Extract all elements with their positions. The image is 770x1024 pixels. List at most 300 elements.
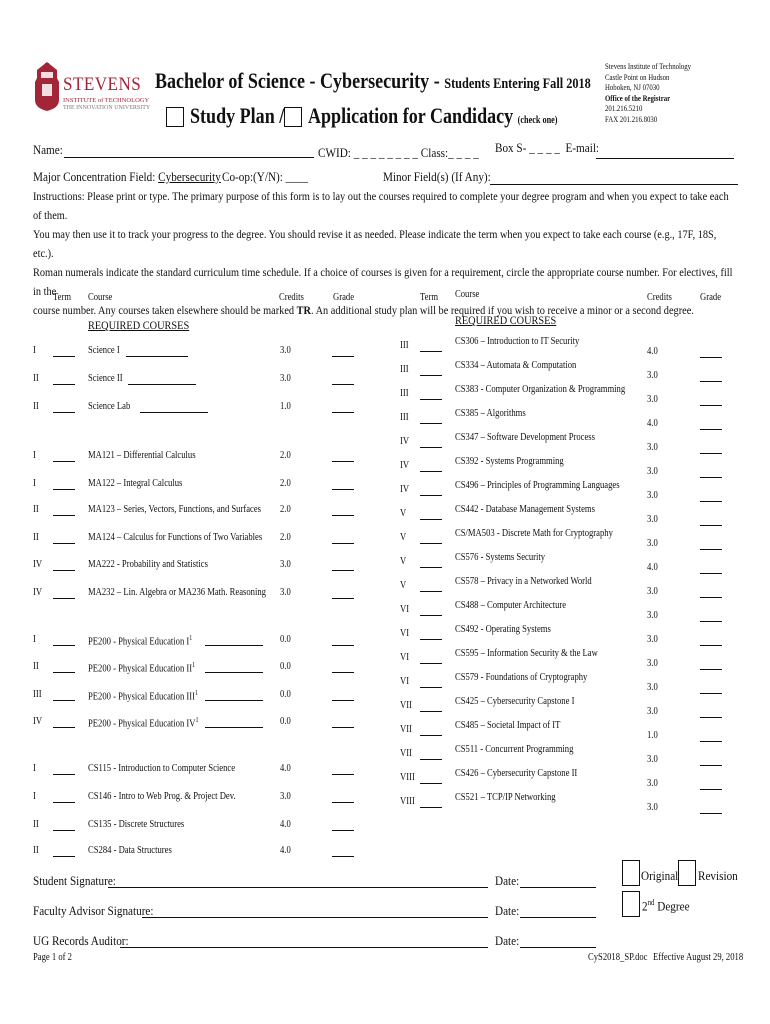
- course-label: CS426 – Cybersecurity Capstone II: [455, 768, 578, 779]
- minor-field[interactable]: [490, 184, 738, 185]
- course-name: [88, 345, 120, 356]
- term-numeral: I: [33, 478, 36, 489]
- grade-field[interactable]: [332, 727, 354, 728]
- grade-field[interactable]: [700, 693, 722, 694]
- stevens-logo: [33, 60, 151, 120]
- course-label: CS425 – Cybersecurity Capstone I: [455, 696, 575, 707]
- term-numeral: IV: [400, 484, 410, 495]
- credits-value: 3.0: [647, 586, 658, 597]
- instructions-text: . An additional study plan will be required if you wish to receive a minor or a second degree.: [310, 303, 694, 317]
- term-field[interactable]: [420, 807, 442, 808]
- course-name: [455, 432, 595, 443]
- course-label: PE200 - Physical Education III: [88, 691, 196, 703]
- term-numeral: III: [400, 340, 409, 351]
- grade-field[interactable]: [332, 515, 354, 516]
- grade-field[interactable]: [700, 741, 722, 742]
- instructions: [33, 187, 738, 320]
- right-grade-header: Grade: [700, 292, 722, 303]
- instructions-text: course number. Any courses taken elsewhere should be marked: [33, 303, 295, 317]
- term-field[interactable]: [420, 471, 442, 472]
- credits-value: 3.0: [280, 559, 291, 570]
- minor-label: Minor Field(s) (If Any):: [383, 169, 491, 184]
- grade-field[interactable]: [700, 477, 722, 478]
- grade-field[interactable]: [700, 717, 722, 718]
- course-name: [455, 720, 560, 731]
- course-name: [88, 587, 266, 598]
- address-line: Castle Point on Hudson: [605, 72, 670, 82]
- left-course-header: Course: [88, 292, 113, 303]
- course-name: [455, 792, 556, 803]
- major-label: Major Concentration Field:: [33, 169, 156, 184]
- second-degree-label: [642, 898, 690, 914]
- term-numeral: III: [400, 364, 409, 375]
- course-label: CS115 - Introduction to Computer Science: [88, 763, 236, 774]
- course-label: CS511 - Concurrent Programming: [455, 744, 574, 755]
- credits-value: 3.0: [280, 791, 291, 802]
- course-label: Science II: [88, 373, 123, 384]
- course-name: [88, 819, 184, 830]
- course-name: [88, 559, 208, 570]
- coop-field[interactable]: ____: [285, 169, 309, 184]
- credits-value: 1.0: [647, 730, 658, 741]
- credits-value: 3.0: [647, 706, 658, 717]
- grade-field[interactable]: [700, 813, 722, 814]
- course-label: Science Lab: [88, 401, 131, 412]
- advisor-signature-field[interactable]: [142, 917, 488, 918]
- course-label: MA222 - Probability and Statistics: [88, 559, 208, 570]
- credits-value: 3.0: [647, 778, 658, 789]
- footnote-marker: 1: [192, 661, 196, 669]
- term-numeral: I: [33, 791, 36, 802]
- box-label: [495, 140, 599, 156]
- course-label: PE200 - Physical Education IV: [88, 718, 196, 730]
- credits-value: 3.0: [647, 538, 658, 549]
- term-field[interactable]: [420, 639, 442, 640]
- credits-value: 3.0: [647, 658, 658, 669]
- credits-value: 3.0: [280, 587, 291, 598]
- term-field[interactable]: [53, 461, 75, 462]
- grade-field[interactable]: [700, 621, 722, 622]
- term-field[interactable]: [420, 687, 442, 688]
- address-line: Office of the Registrar: [605, 93, 671, 103]
- term-numeral: VI: [400, 652, 410, 663]
- course-label: CS496 – Principles of Programming Languages: [455, 480, 620, 491]
- credits-value: 3.0: [647, 754, 658, 765]
- term-field[interactable]: [420, 543, 442, 544]
- original-label: Original: [641, 868, 679, 883]
- term-field[interactable]: [420, 423, 442, 424]
- term-field[interactable]: [420, 567, 442, 568]
- term-field[interactable]: [420, 519, 442, 520]
- course-name: [455, 384, 625, 395]
- term-field[interactable]: [53, 543, 75, 544]
- term-numeral: IV: [33, 716, 43, 727]
- class-field[interactable]: _ _ _ _: [448, 145, 479, 160]
- cwid-text: CWID:: [318, 145, 351, 160]
- major-value: Cybersecurity: [158, 169, 221, 184]
- course-label: MA124 – Calculus for Functions of Two Variables: [88, 532, 263, 543]
- grade-field[interactable]: [700, 501, 722, 502]
- course-label: CS334 – Automata & Computation: [455, 360, 577, 371]
- course-label: Science I: [88, 345, 120, 356]
- instructions-line: You may then use it to track your progress to the degree. You should revise it as needed. Please indicate the term when you expect to take each course (e.g., 17F, 18S, etc.).: [33, 227, 717, 260]
- course-label: MA232 – Lin. Algebra or MA236 Math. Reasoning: [88, 587, 266, 598]
- logo-line2: THE INNOVATION UNIVERSITY: [63, 105, 151, 111]
- grade-field[interactable]: [332, 384, 354, 385]
- credits-value: 1.0: [280, 401, 291, 412]
- term-field[interactable]: [420, 615, 442, 616]
- credits-value: 3.0: [647, 370, 658, 381]
- course-name: [88, 373, 123, 384]
- term-numeral: II: [33, 504, 39, 515]
- term-field[interactable]: [420, 495, 442, 496]
- term-field[interactable]: [420, 375, 442, 376]
- footnote-marker: 1: [189, 634, 193, 642]
- course-label: CS442 - Database Management Systems: [455, 504, 595, 515]
- credits-value: 4.0: [280, 845, 291, 856]
- term-numeral: II: [33, 845, 39, 856]
- course-label: PE200 - Physical Education I: [88, 636, 190, 648]
- second-degree-sup: nd: [647, 898, 655, 907]
- course-label: CS579 - Foundations of Cryptography: [455, 672, 588, 683]
- course-label: CS392 - Systems Programming: [455, 456, 564, 467]
- box-text: Box S-: [495, 140, 527, 155]
- grade-field[interactable]: [332, 672, 354, 673]
- course-label: CS488 – Computer Architecture: [455, 600, 567, 611]
- course-name: [455, 504, 595, 515]
- term-numeral: I: [33, 634, 36, 645]
- application-checkbox[interactable]: [284, 107, 302, 127]
- credits-value: 4.0: [647, 418, 658, 429]
- page-title: [155, 68, 591, 94]
- term-numeral: III: [400, 388, 409, 399]
- major-line: [33, 169, 221, 185]
- grade-field[interactable]: [332, 856, 354, 857]
- course-label: CS485 – Societal Impact of IT: [455, 720, 561, 731]
- term-numeral: VII: [400, 700, 412, 711]
- term-numeral: III: [33, 689, 42, 700]
- course-name: [88, 716, 198, 729]
- elective-field[interactable]: [205, 672, 263, 673]
- grade-field[interactable]: [332, 570, 354, 571]
- right-course-header: Course: [455, 289, 480, 300]
- term-field[interactable]: [53, 856, 75, 857]
- study-plan-label: Study Plan /: [190, 103, 285, 128]
- term-numeral: V: [400, 508, 407, 519]
- term-field[interactable]: [420, 399, 442, 400]
- grade-field[interactable]: [700, 381, 722, 382]
- box-field[interactable]: _ _ _ _: [529, 140, 560, 155]
- grade-field[interactable]: [332, 543, 354, 544]
- credits-value: 3.0: [647, 466, 658, 477]
- course-name: [88, 661, 195, 674]
- grade-field[interactable]: [332, 774, 354, 775]
- course-name: [455, 600, 566, 611]
- course-name: [455, 648, 598, 659]
- term-field[interactable]: [53, 700, 75, 701]
- right-term-header: Term: [420, 292, 439, 303]
- cwid-label: [318, 145, 479, 161]
- course-label: PE200 - Physical Education II: [88, 663, 193, 675]
- right-required-heading: REQUIRED COURSES: [455, 313, 557, 327]
- footnote-marker: 1: [195, 689, 199, 697]
- term-field[interactable]: [53, 384, 75, 385]
- title-subtitle: Students Entering Fall 2018: [444, 76, 591, 92]
- advisor-date-label: Date:: [495, 903, 520, 918]
- term-numeral: I: [33, 345, 36, 356]
- application-label: [308, 103, 558, 129]
- term-field[interactable]: [53, 515, 75, 516]
- credits-value: 3.0: [647, 490, 658, 501]
- credits-value: 0.0: [280, 661, 291, 672]
- grade-field[interactable]: [332, 489, 354, 490]
- credits-value: 3.0: [647, 802, 658, 813]
- course-label: CS/MA503 - Discrete Math for Cryptography: [455, 528, 613, 539]
- elective-field[interactable]: [205, 700, 263, 701]
- elective-field[interactable]: [128, 384, 196, 385]
- email-field[interactable]: [596, 158, 734, 159]
- page-number: Page 1 of 2: [33, 952, 72, 963]
- grade-field[interactable]: [700, 789, 722, 790]
- revision-checkbox[interactable]: [678, 860, 696, 886]
- auditor-signature-field[interactable]: [120, 947, 488, 948]
- course-label: CS492 - Operating Systems: [455, 624, 551, 635]
- term-field[interactable]: [420, 663, 442, 664]
- term-field[interactable]: [53, 774, 75, 775]
- term-numeral: VI: [400, 628, 410, 639]
- term-numeral: VII: [400, 724, 412, 735]
- course-name: [88, 791, 236, 802]
- course-label: CS284 - Data Structures: [88, 845, 172, 856]
- term-field[interactable]: [420, 591, 442, 592]
- course-name: [455, 408, 526, 419]
- term-numeral: IV: [400, 460, 410, 471]
- course-name: [88, 504, 261, 515]
- credits-value: 2.0: [280, 504, 291, 515]
- term-field[interactable]: [53, 570, 75, 571]
- course-name: [88, 478, 182, 489]
- course-label: CS383 - Computer Organization & Programming: [455, 384, 626, 395]
- grade-field[interactable]: [700, 573, 722, 574]
- credits-value: 3.0: [647, 682, 658, 693]
- second-degree-num: 2: [642, 898, 648, 914]
- course-name: [88, 634, 192, 647]
- grade-field[interactable]: [700, 453, 722, 454]
- course-label: CS146 - Intro to Web Prog. & Project Dev.: [88, 791, 236, 802]
- term-field[interactable]: [53, 830, 75, 831]
- elective-field[interactable]: [126, 356, 188, 357]
- student-date-field[interactable]: [520, 887, 596, 888]
- grade-field[interactable]: [700, 765, 722, 766]
- term-numeral: II: [33, 819, 39, 830]
- address-block: [605, 62, 691, 125]
- right-credits-header: Credits: [647, 292, 672, 303]
- auditor-date-field[interactable]: [520, 947, 596, 948]
- credits-value: 4.0: [280, 763, 291, 774]
- course-label: CS347 – Software Development Process: [455, 432, 595, 443]
- course-name: [455, 336, 579, 347]
- term-field[interactable]: [420, 783, 442, 784]
- course-name: [455, 480, 620, 491]
- course-label: CS578 – Privacy in a Networked World: [455, 576, 592, 587]
- grade-field[interactable]: [700, 429, 722, 430]
- grade-field[interactable]: [332, 802, 354, 803]
- logo-line1: INSTITUTE of TECHNOLOGY: [63, 97, 150, 104]
- term-numeral: V: [400, 556, 407, 567]
- address-line: Hoboken, NJ 07030: [605, 83, 660, 92]
- term-numeral: II: [33, 532, 39, 543]
- course-name: [455, 360, 576, 371]
- credits-value: 3.0: [280, 345, 291, 356]
- file-name: CyS2018_SP.doc: [588, 952, 648, 963]
- credits-value: 0.0: [280, 689, 291, 700]
- term-numeral: VI: [400, 604, 410, 615]
- course-label: CS595 – Information Security & the Law: [455, 648, 598, 659]
- instructions-line: Instructions: Please print or type. The primary purpose of this form is to lay out the courses required to complete your degree program and when you expect to take each of them.: [33, 189, 729, 222]
- grade-field[interactable]: [700, 645, 722, 646]
- course-name: [455, 672, 587, 683]
- course-name: [455, 576, 592, 587]
- advisor-signature-label: Faculty Advisor Signature:: [33, 903, 154, 918]
- credits-value: 0.0: [280, 634, 291, 645]
- credits-value: 3.0: [647, 442, 658, 453]
- grade-field[interactable]: [332, 645, 354, 646]
- grade-field[interactable]: [700, 597, 722, 598]
- footnote-marker: 1: [195, 716, 199, 724]
- term-numeral: IV: [400, 436, 410, 447]
- credits-value: 4.0: [647, 346, 658, 357]
- course-name: [88, 845, 172, 856]
- advisor-date-field[interactable]: [520, 917, 596, 918]
- student-date-label: Date:: [495, 873, 520, 888]
- term-field[interactable]: [53, 598, 75, 599]
- logo-name: STEVENS: [63, 74, 142, 95]
- term-numeral: VIII: [400, 772, 415, 783]
- grade-field[interactable]: [700, 405, 722, 406]
- course-label: CS576 - Systems Security: [455, 552, 546, 563]
- term-field[interactable]: [53, 412, 75, 413]
- grade-field[interactable]: [332, 461, 354, 462]
- grade-field[interactable]: [332, 412, 354, 413]
- elective-field[interactable]: [205, 645, 263, 646]
- term-numeral: I: [33, 450, 36, 461]
- term-numeral: V: [400, 580, 407, 591]
- left-grade-header: Grade: [333, 292, 355, 303]
- grade-field[interactable]: [332, 598, 354, 599]
- credits-value: 3.0: [647, 394, 658, 405]
- course-name: [88, 763, 235, 774]
- study-plan-checkbox[interactable]: [166, 107, 184, 127]
- second-degree-checkbox[interactable]: [622, 891, 640, 917]
- grade-field[interactable]: [700, 525, 722, 526]
- address-line: Stevens Institute of Technology: [605, 62, 692, 71]
- credits-value: 2.0: [280, 478, 291, 489]
- term-numeral: IV: [33, 559, 43, 570]
- course-name: [455, 456, 564, 467]
- credits-value: 0.0: [280, 716, 291, 727]
- term-field[interactable]: [53, 645, 75, 646]
- term-field[interactable]: [420, 447, 442, 448]
- grade-field[interactable]: [700, 549, 722, 550]
- coop-line: [222, 169, 308, 185]
- term-numeral: VII: [400, 748, 412, 759]
- auditor-date-label: Date:: [495, 933, 520, 948]
- instructions-line: Roman numerals indicate the standard curriculum time schedule. If a choice of courses is given for a requirement, circle the appropriate course number. For electives, fill in the: [33, 265, 733, 298]
- credits-value: 2.0: [280, 450, 291, 461]
- term-field[interactable]: [53, 489, 75, 490]
- term-numeral: IV: [33, 587, 43, 598]
- course-label: CS385 – Algorithms: [455, 408, 526, 419]
- term-numeral: V: [400, 532, 407, 543]
- original-checkbox[interactable]: [622, 860, 640, 886]
- course-name: [455, 744, 573, 755]
- effective-date: Effective August 29, 2018: [653, 952, 744, 963]
- credits-value: 3.0: [647, 634, 658, 645]
- term-field[interactable]: [420, 351, 442, 352]
- elective-field[interactable]: [140, 412, 208, 413]
- name-field[interactable]: [64, 157, 314, 158]
- credits-value: 3.0: [280, 373, 291, 384]
- course-name: [455, 552, 545, 563]
- check-one-note: (check one): [517, 115, 558, 126]
- name-label: Name:: [33, 142, 63, 157]
- credits-value: 2.0: [280, 532, 291, 543]
- term-field[interactable]: [420, 735, 442, 736]
- grade-field[interactable]: [332, 356, 354, 357]
- term-numeral: II: [33, 373, 39, 384]
- credits-value: 3.0: [647, 514, 658, 525]
- student-signature-field[interactable]: [108, 887, 488, 888]
- credits-value: 4.0: [647, 562, 658, 573]
- cwid-field[interactable]: _ _ _ _ _ _ _ _: [353, 145, 419, 160]
- course-label: MA122 – Integral Calculus: [88, 478, 183, 489]
- term-numeral: VIII: [400, 796, 415, 807]
- credits-value: 4.0: [280, 819, 291, 830]
- course-name: [88, 532, 262, 543]
- left-credits-header: Credits: [279, 292, 304, 303]
- left-term-header: Term: [53, 292, 72, 303]
- grade-field[interactable]: [332, 700, 354, 701]
- course-label: CS521 – TCP/IP Networking: [455, 792, 556, 803]
- instructions-tr: TR: [296, 303, 311, 317]
- term-field[interactable]: [420, 759, 442, 760]
- grade-field[interactable]: [700, 669, 722, 670]
- second-degree-text: Degree: [657, 898, 690, 914]
- grade-field[interactable]: [332, 830, 354, 831]
- auditor-signature-label: UG Records Auditor:: [33, 933, 129, 948]
- student-signature-label: Student Signature:: [33, 873, 116, 888]
- credits-value: 3.0: [647, 610, 658, 621]
- course-label: MA121 – Differential Calculus: [88, 450, 196, 461]
- term-field[interactable]: [53, 672, 75, 673]
- course-name: [88, 450, 196, 461]
- email-text: E-mail:: [565, 140, 600, 155]
- term-numeral: III: [400, 412, 409, 423]
- course-name: [455, 696, 574, 707]
- address-line: FAX 201.216.8030: [605, 114, 658, 124]
- term-field[interactable]: [53, 802, 75, 803]
- term-numeral: II: [33, 401, 39, 412]
- term-numeral: II: [33, 661, 39, 672]
- term-field[interactable]: [53, 727, 75, 728]
- elective-field[interactable]: [205, 727, 263, 728]
- term-field[interactable]: [420, 711, 442, 712]
- term-field[interactable]: [53, 356, 75, 357]
- course-label: CS135 - Discrete Structures: [88, 819, 185, 830]
- grade-field[interactable]: [700, 357, 722, 358]
- application-text: Application for Candidacy: [308, 103, 514, 128]
- shield-icon: [33, 60, 61, 112]
